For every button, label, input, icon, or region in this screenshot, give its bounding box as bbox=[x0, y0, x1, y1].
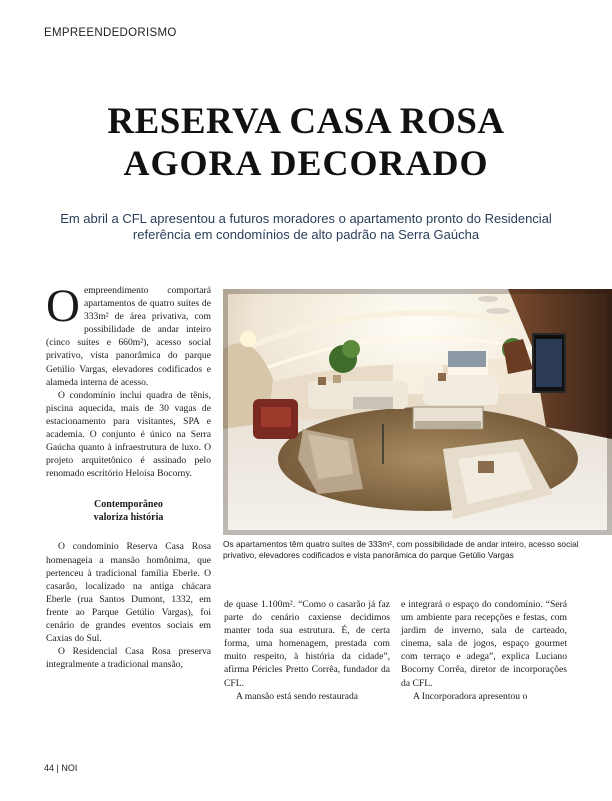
paragraph: O condomínio Reserva Casa Rosa homenageia a mansão homônima, que pertenceu à tradicional família Eberle. O casarão, localizado na antiga chácara Eberle (rua Santos Dumont, 1332, em frente ao Parque Getúlio Vargas), foi cenário de grandes eventos sociais em Caxias do Sul. bbox=[46, 541, 211, 645]
magazine-name: NOI bbox=[61, 763, 78, 773]
drop-cap: O bbox=[46, 280, 80, 332]
section-label: EMPREENDEDORISMO bbox=[44, 27, 177, 39]
subhead-line-2: valoriza história bbox=[93, 512, 164, 524]
living-room-photo bbox=[223, 289, 612, 535]
headline-line-1: RESERVA CASA ROSA bbox=[107, 101, 505, 142]
page-number: 44 bbox=[44, 763, 55, 773]
photo-caption: Os apartamentos têm quatro suítes de 333m², com possibilidade de andar inteiro, acesso social privativo, elevadores codificados e vista panorâmica do parque Getúlio Vargas bbox=[223, 539, 579, 560]
headline-line-2: AGORA DECORADO bbox=[123, 143, 489, 183]
paragraph: A mansão está sendo restaurada bbox=[236, 690, 359, 702]
deck-subtitle: Em abril a CFL apresentou a futuros moradores o apartamento pronto do Residencial referência em condomínios de alto padrão na Serra Gaúcha bbox=[60, 211, 552, 242]
folio-separator: | bbox=[56, 763, 59, 773]
paragraph: O Residencial Casa Rosa preserva integralmente a tradicional mansão, bbox=[46, 646, 211, 671]
column-3 bbox=[401, 598, 567, 703]
column-2 bbox=[224, 598, 390, 703]
paragraph: A Incorporadora apresentou o bbox=[413, 690, 528, 702]
lead-paragraph-text: empreendimento comportará apartamentos de quatro suítes de 333m² de área privativa, com possibilidade de andar inteiro (cinco suítes e 660m²), acesso social privativo, vista panorâmica do parque Getúlio Vargas, elevadores codificados e alameda interna de acesso. bbox=[46, 285, 211, 388]
paragraph: e integrará o espaço do condomínio. “Será um ambiente para recepções e festas, com jardim de inverno, sala de carteado, cinema, sala de jogos, espaço gourmet com terraço e adega”, explica Luciano Bocorny Corrêa, diretor de incorporações da CFL. bbox=[401, 599, 567, 689]
page-folio bbox=[44, 763, 77, 773]
subhead-line-1: Contemporâneo bbox=[94, 499, 163, 511]
subhead bbox=[46, 498, 211, 524]
column-1 bbox=[46, 280, 211, 671]
paragraph: de quase 1.100m². “Como o casarão já faz parte do cenário caxiense decidimos manter toda sua estrutura. É, de certa forma, uma homenagem, prestada com muito respeito, à história da cidade”, afirma Péricles Pretto Corrêa, fundador da CFL. bbox=[224, 599, 390, 689]
lead-paragraph bbox=[46, 280, 211, 389]
paragraph: O condomínio inclui quadra de tênis, piscina aquecida, mais de 30 vagas de estacionamento para visitantes, SPA e academia. O conjunto é único na Serra Gaúcha quanto à infraestrutura de luxo. O projeto arquitetônico é assinado pelo renomado escritório Heloísa Bocorny. bbox=[46, 389, 211, 480]
